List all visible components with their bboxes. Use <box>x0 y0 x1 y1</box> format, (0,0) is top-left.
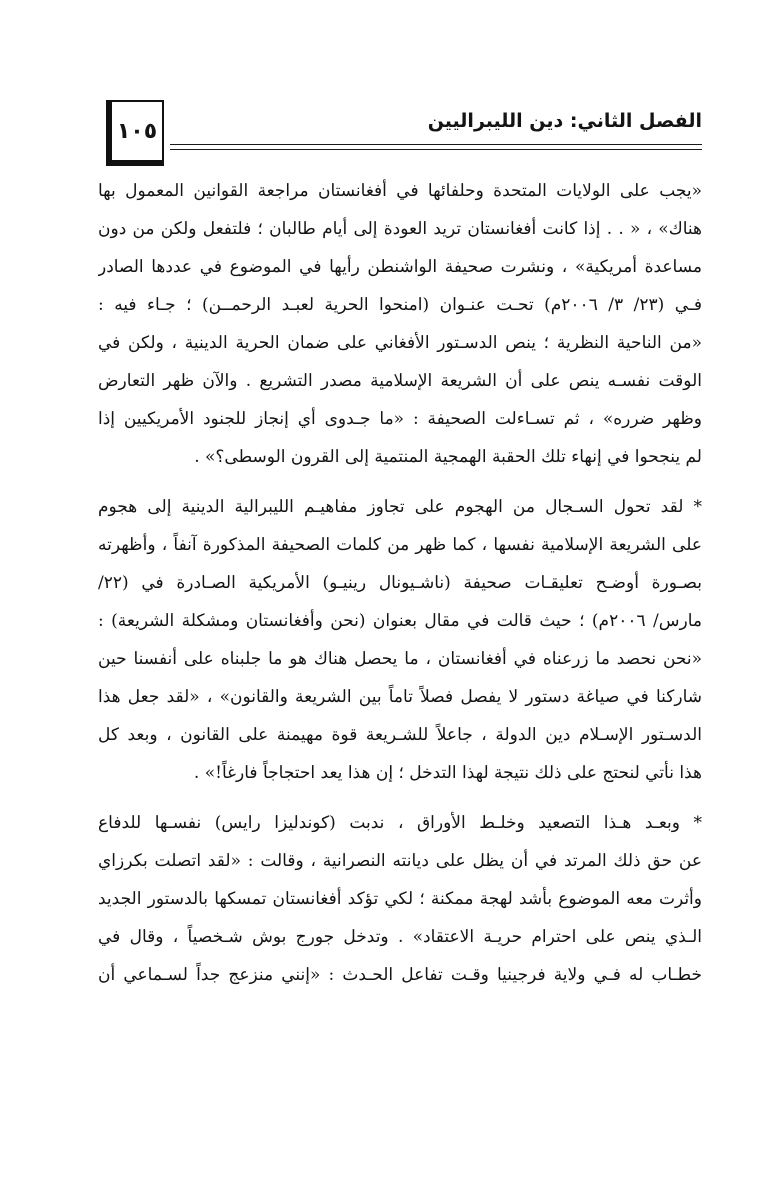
text-line: بصـورة أوضـح تعليقـات صحيفة (ناشـيونال رينيـو) الأمريكية الصـادرة في (٢٢/ <box>98 573 702 593</box>
page-number-box <box>106 100 164 166</box>
text-line: * وبعـد هـذا التصعيد وخلـط الأوراق ، ندبت (كوندليزا رايس) نفسـها للدفاع <box>98 813 702 833</box>
paragraph-gap <box>98 792 702 804</box>
text-line: «يجب على الولايات المتحدة وحلفائها في أفغانستان مراجعة القوانين المعمول بها <box>98 181 702 201</box>
text-line: عن حق ذلك المرتد في أن يظل على ديانته النصرانية ، وقالت : «لقد اتصلت بكرزاي <box>98 851 702 871</box>
text-line: هذا نأتي لنحتج على ذلك نتيجة لهذا التدخل ؛ إن هذا يعد احتجاجاً فارغاً!» . <box>193 763 702 783</box>
header-rule-top <box>170 144 702 145</box>
chapter-title: الفصل الثاني: دين الليبراليين <box>427 110 702 132</box>
paragraph <box>98 172 702 476</box>
paragraph <box>98 804 702 994</box>
text-line: وأثرت معه الموضوع بأشد لهجة ممكنة ؛ لكي تؤكد أفغانستان تمسكها بالدستور الجديد <box>98 889 702 909</box>
text-line: لم ينجحوا في إنهاء تلك الحقبة الهمجية المنتمية إلى القرون الوسطى؟» . <box>194 447 702 467</box>
header-rule-bottom <box>170 149 702 150</box>
text-line: «نحن نحصد ما زرعناه في أفغانستان ، ما يحصل هناك هو ما جلبناه على أنفسنا حين <box>98 649 702 669</box>
text-line: مارس/ ٢٠٠٦م) ؛ حيث قالت في مقال بعنوان (نحن وأفغانستان ومشكلة الشريعة) : <box>98 611 702 631</box>
page-number: ١٠٥ <box>116 118 158 144</box>
text-line: وظهر ضرره» ، ثم تسـاءلت الصحيفة : «ما جـدوى أي إنجاز للجنود الأمريكيين إذا <box>98 409 702 429</box>
text-line: على الشريعة الإسلامية نفسها ، كما ظهر من كلمات الصحيفة المذكورة آنفاً ، وأظهرته <box>98 535 702 555</box>
body-text <box>98 172 702 994</box>
text-line: مساعدة أمريكية» ، ونشرت صحيفة الواشنطن رأيها في الموضوع في عددها الصادر <box>98 257 702 277</box>
text-line: الوقت نفسـه ينص على أن الشريعة الإسلامية مصدر التشريع . والآن ظهر التعارض <box>98 371 702 391</box>
text-line: شاركنا في صياغة دستور لا يفصل فصلاً تاماً بين الشريعة والقانون» ، «لقد جعل هذا <box>98 687 702 707</box>
text-line: خطـاب له فـي ولاية فرجينيا وقـت تفاعل الحـدث : «إنني منزعج جداً لسـماعي أن <box>98 965 702 985</box>
text-line: «من الناحية النظرية ؛ ينص الدسـتور الأفغاني على ضمان الحرية الدينية ، ولكن في <box>98 333 702 353</box>
running-header <box>106 100 702 180</box>
text-line: * لقد تحول السـجال من الهجوم على تجاوز مفاهيـم الليبرالية الدينية إلى هجوم <box>98 497 702 517</box>
paragraph <box>98 488 702 792</box>
text-line: الدسـتور الإسـلام دين الدولة ، جاعلاً للشـريعة قوة مهيمنة على القانون ، وبعد كل <box>98 725 702 745</box>
text-line: فـي (٢٣/ ٣/ ٢٠٠٦م) تحـت عنـوان (امنحوا الحرية لعبـد الرحمــن) ؛ جـاء فيه : <box>98 295 702 315</box>
text-line: هناك» ، « . . إذا كانت أفغانستان تريد العودة إلى أيام طالبان ؛ فلتفعل ولكن من دون <box>98 219 702 239</box>
text-line: الـذي ينص على احترام حريـة الاعتقاد» . وتدخل جورج بوش شـخصياً ، وقال في <box>98 927 702 947</box>
paragraph-gap <box>98 476 702 488</box>
